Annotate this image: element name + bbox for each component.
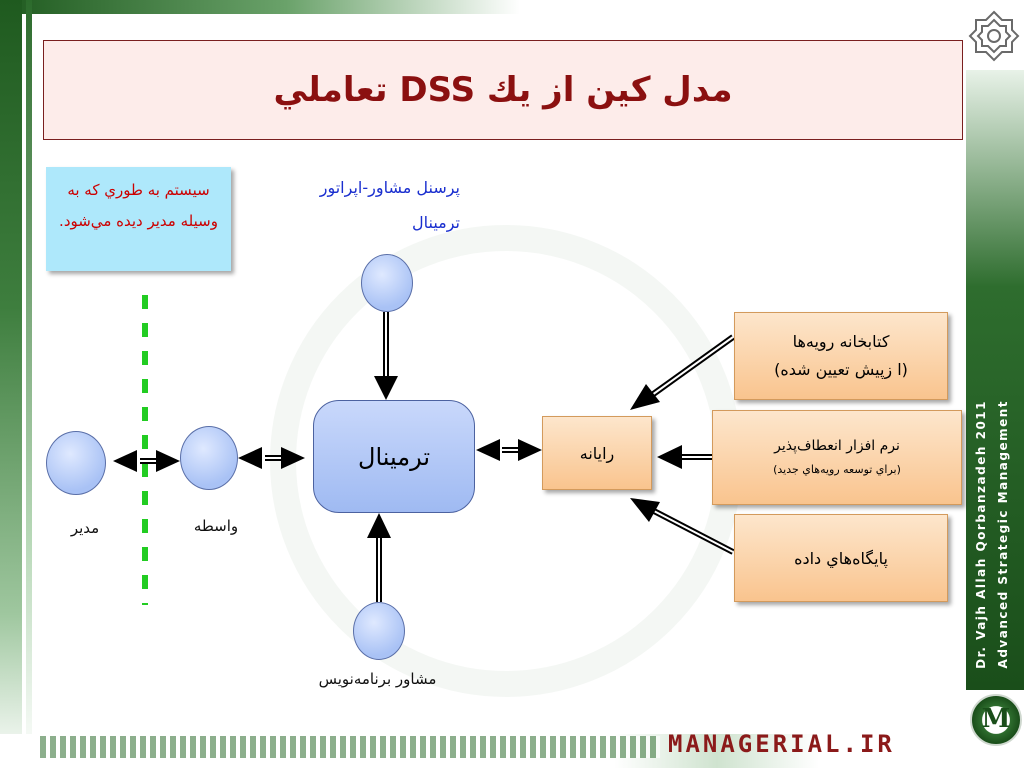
brand-text: MANAGERIAL.IR xyxy=(668,730,895,758)
arrow-terminal-computer xyxy=(476,439,542,461)
flexible-software-box xyxy=(712,410,962,505)
author-name: Dr. Vajh Allah Qorbanzadeh 2011 xyxy=(974,400,988,669)
intermediary-label: واسطه xyxy=(193,517,239,535)
arrow-manager-intermediary xyxy=(113,450,180,472)
terminal-label: ترمينال xyxy=(358,442,431,471)
arrow-software-computer xyxy=(657,445,712,469)
manager-node xyxy=(46,431,106,495)
computer-box xyxy=(542,416,652,490)
databases-box xyxy=(734,514,948,602)
arrow-operator-terminal xyxy=(374,312,398,400)
manager-view-note: سيستم به طوري که به وسيله مدير ديده مي‌شود. xyxy=(46,167,231,271)
terminal-node xyxy=(313,400,475,513)
intermediary-node xyxy=(180,426,238,490)
course-name: Advanced Strategic Management xyxy=(996,400,1010,669)
operator-node xyxy=(361,254,413,312)
manager-label: مدير xyxy=(70,519,100,537)
software-line2: (براي توسعه رويه‌هاي جديد) xyxy=(773,462,901,476)
library-line1: کتابخانه رويه‌ها xyxy=(792,332,890,351)
logo-letter: M xyxy=(981,704,1011,734)
arrow-intermediary-terminal xyxy=(238,447,305,469)
arrow-library-computer xyxy=(630,337,733,410)
database-label: پايگاه‌هاي داده xyxy=(794,548,888,568)
operator-label-line1: پرسنل مشاور-اپراتور xyxy=(319,178,460,197)
library-line2: (ا زپيش تعيين شده) xyxy=(774,360,908,379)
programmer-node xyxy=(353,602,405,660)
operator-label-line2: ترمينال xyxy=(411,213,460,232)
software-line1: نرم افزار انعطاف‌پذير xyxy=(774,437,900,454)
arrow-programmer-terminal xyxy=(367,513,391,602)
arrow-database-computer xyxy=(630,498,733,552)
procedure-library-box xyxy=(734,312,948,400)
computer-label: رايانه xyxy=(579,443,615,463)
programmer-label: مشاور برنامه‌نويس xyxy=(318,670,437,688)
slide-title: مدل کين از يك DSS تعاملي xyxy=(273,70,733,110)
